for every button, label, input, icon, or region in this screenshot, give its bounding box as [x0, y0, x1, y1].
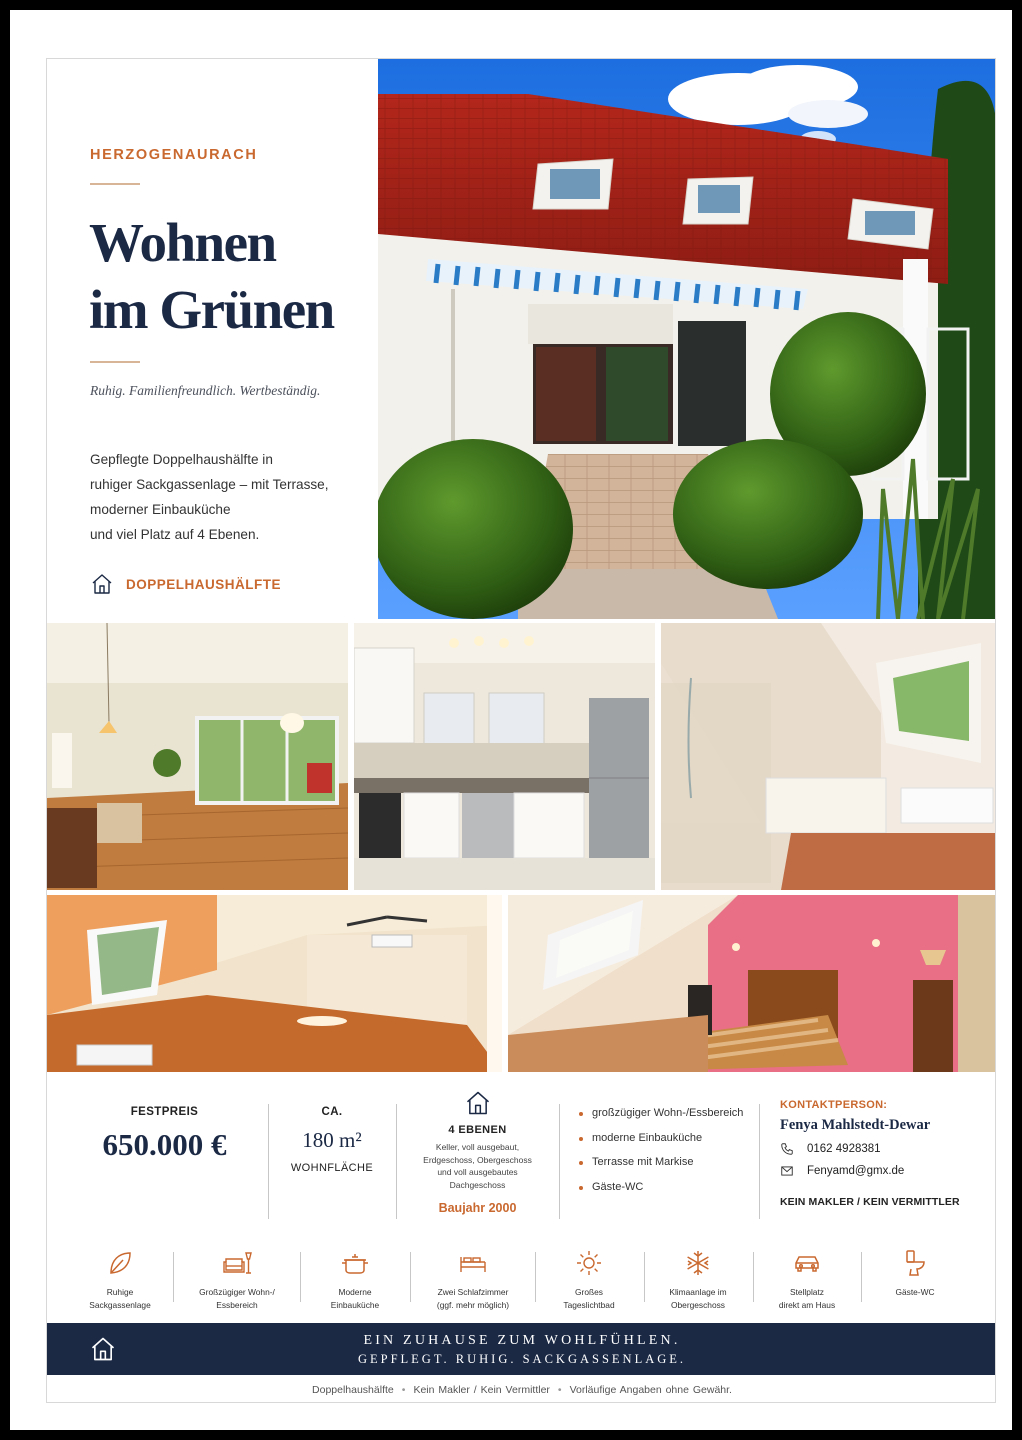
levels-detail-line: und voll ausgebautes — [437, 1167, 518, 1178]
levels-block — [405, 1089, 550, 1215]
description-line: und viel Platz auf 4 Ebenen. — [90, 527, 260, 542]
footer-separator: • — [557, 1384, 562, 1396]
levels-detail-line: Erdgeschoss, Obergeschoss — [423, 1154, 532, 1165]
house-exterior-photo — [378, 59, 996, 619]
slogan-banner — [47, 1323, 996, 1375]
bed-icon — [458, 1248, 488, 1278]
contact-heading: KONTAKTPERSON: — [780, 1099, 888, 1111]
area-label: WOHNFLÄCHE — [290, 1162, 374, 1174]
description-line: ruhiger Sackgassenlage – mit Terrasse, — [90, 477, 329, 492]
snowflake-icon — [683, 1248, 713, 1278]
levels-detail-line: Keller, voll ausgebaut, — [435, 1142, 520, 1152]
feature-label: Zwei Schlafzimmer — [437, 1287, 509, 1297]
page-title — [89, 209, 389, 343]
price-value: 650.000 € — [102, 1127, 227, 1162]
attic-room-photo — [47, 895, 502, 1072]
sofa-lamp-icon — [222, 1248, 252, 1278]
bathroom-photo — [661, 623, 996, 890]
feature-label: Einbauküche — [330, 1299, 380, 1310]
feature-label: Tageslichtbad — [563, 1299, 615, 1310]
house-icon — [90, 572, 114, 596]
feature-label: Moderne — [338, 1287, 372, 1297]
area-block — [282, 1106, 382, 1174]
bedroom-photo — [508, 895, 996, 1072]
leaf-icon — [105, 1248, 135, 1278]
feature-label: Essbereich — [216, 1299, 258, 1310]
divider — [759, 1104, 760, 1219]
feature-label: Großes — [575, 1287, 603, 1297]
slogan-line-1: EIN ZUHAUSE ZUM WOHLFÜHLEN. — [363, 1333, 681, 1348]
list-item: Gäste-WC — [577, 1181, 757, 1206]
feature-parking — [757, 1248, 857, 1311]
divider — [90, 183, 140, 185]
sun-icon — [574, 1248, 604, 1278]
divider — [300, 1252, 301, 1302]
footer — [47, 1384, 996, 1396]
title-line-2: im Grünen — [89, 279, 334, 340]
phone-icon — [780, 1142, 794, 1156]
divider — [559, 1104, 560, 1219]
feature-label: direkt am Haus — [778, 1299, 836, 1310]
area-prefix: CA. — [321, 1106, 343, 1118]
contact-block — [780, 1099, 990, 1208]
divider — [753, 1252, 754, 1302]
feature-label: Stellplatz — [790, 1287, 824, 1297]
levels-detail-line: Dachgeschoss — [449, 1180, 506, 1191]
email-address: Fenyamd@gmx.de — [807, 1165, 905, 1177]
feature-label: Sackgassenlage — [89, 1299, 151, 1310]
feature-air-conditioning — [648, 1248, 748, 1311]
feature-label: Gäste-WC — [895, 1287, 935, 1297]
list-item: großzügiger Wohn-/Essbereich — [577, 1107, 757, 1132]
feature-label: Obergeschoss — [671, 1299, 725, 1310]
house-icon — [464, 1089, 492, 1117]
divider — [644, 1252, 645, 1302]
title-line-1: Wohnen — [89, 212, 276, 273]
living-room-photo — [47, 623, 348, 890]
feature-bedrooms — [423, 1248, 523, 1311]
real-estate-flyer — [46, 58, 996, 1403]
property-type-label: DOPPELHAUSHÄLFTE — [126, 576, 282, 592]
mail-icon — [780, 1164, 794, 1178]
feature-living-area — [187, 1248, 287, 1311]
footer-item: Kein Makler / Kein Vermittler — [413, 1384, 550, 1396]
feature-label: Ruhige — [106, 1287, 134, 1297]
list-item: moderne Einbauküche — [577, 1132, 757, 1157]
divider — [396, 1104, 397, 1219]
no-agent-note: KEIN MAKLER / KEIN VERMITTLER — [780, 1196, 960, 1208]
list-item: Terrasse mit Markise — [577, 1156, 757, 1181]
footer-separator: • — [401, 1384, 406, 1396]
pot-icon — [340, 1248, 370, 1278]
footer-item: Vorläufige Angaben ohne Gewähr. — [569, 1384, 732, 1396]
footer-item: Doppelhaushälfte — [312, 1384, 394, 1396]
page-background — [10, 10, 1012, 1430]
car-icon — [792, 1248, 822, 1278]
feature-label: Klimaanlage im — [669, 1287, 727, 1297]
area-value: 180 m² — [302, 1128, 362, 1152]
feature-kitchen — [305, 1248, 405, 1311]
toilet-icon — [900, 1248, 930, 1278]
divider — [410, 1252, 411, 1302]
description-line: moderner Einbauküche — [90, 502, 231, 517]
description — [90, 447, 365, 547]
feature-quiet-location — [70, 1248, 170, 1311]
phone-number: 0162 4928381 — [807, 1143, 881, 1155]
property-type — [90, 572, 281, 596]
build-year: Baujahr 2000 — [438, 1200, 517, 1215]
price-label: FESTPREIS — [130, 1106, 199, 1118]
divider — [173, 1252, 174, 1302]
divider — [535, 1252, 536, 1302]
divider — [268, 1104, 269, 1219]
feature-label: Großzügiger Wohn-/ — [199, 1287, 275, 1297]
levels-title: 4 EBENEN — [448, 1124, 507, 1136]
levels-detail — [405, 1141, 550, 1192]
description-line: Gepflegte Doppelhaushälfte in — [90, 452, 273, 467]
divider — [90, 361, 140, 363]
contact-phone[interactable] — [780, 1142, 990, 1156]
kitchen-photo — [354, 623, 655, 890]
feature-bathroom — [539, 1248, 639, 1311]
slogan-line-2: GEPFLEGT. RUHIG. SACKGASSENLAGE. — [357, 1352, 687, 1366]
feature-label: (ggf. mehr möglich) — [436, 1299, 510, 1310]
price-block — [77, 1106, 252, 1163]
tagline: Ruhig. Familienfreundlich. Wertbeständig. — [90, 383, 321, 398]
divider — [861, 1252, 862, 1302]
highlights-list — [577, 1107, 757, 1205]
contact-name: Fenya Mahlstedt-Dewar — [780, 1117, 931, 1133]
contact-email[interactable] — [780, 1164, 990, 1178]
city-label: HERZOGENAURACH — [90, 147, 258, 163]
feature-guest-wc — [865, 1248, 965, 1299]
